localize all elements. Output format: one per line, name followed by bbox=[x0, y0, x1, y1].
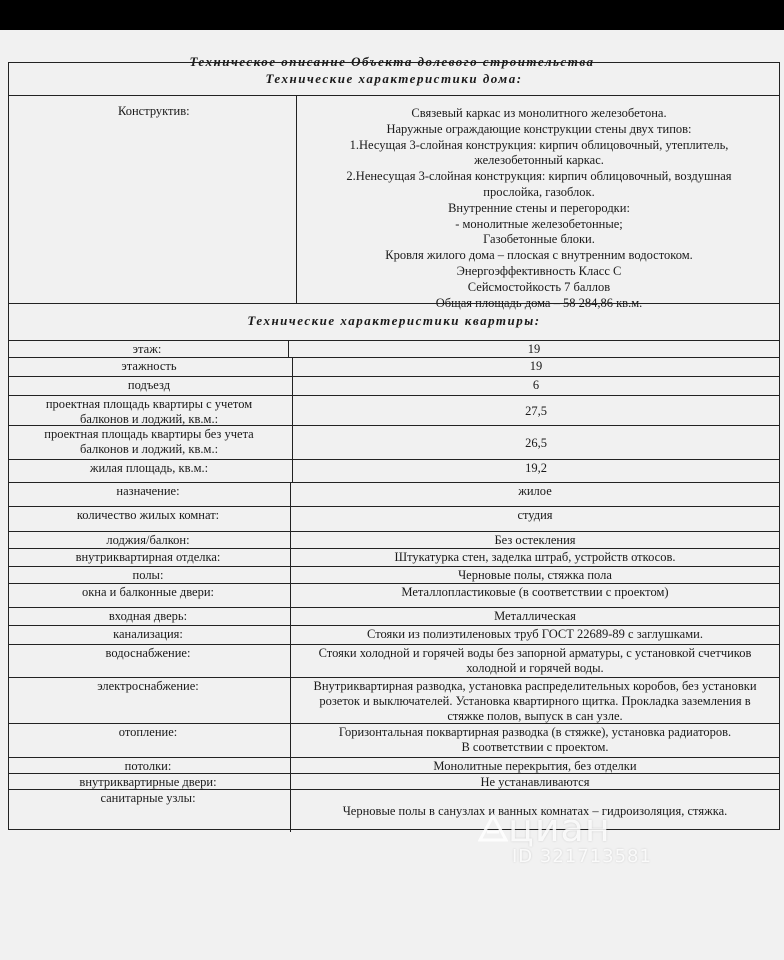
value-line: Черновые полы, стяжка пола bbox=[458, 568, 612, 582]
value-line: Без остекления bbox=[494, 533, 576, 547]
value-line: жилое bbox=[518, 484, 552, 498]
apartment-section-title: Технические характеристики квартиры: bbox=[247, 313, 541, 328]
row-divider bbox=[8, 482, 780, 483]
value-line: Штукатурка стен, заделка штраб, устройств откосов. bbox=[394, 550, 676, 564]
characteristic-value bbox=[294, 627, 776, 642]
characteristic-value bbox=[294, 508, 776, 523]
column-divider bbox=[290, 625, 291, 644]
label-line: проектная площадь квартиры с учетом bbox=[45, 397, 253, 411]
row-divider bbox=[8, 757, 780, 758]
row-divider bbox=[8, 459, 780, 460]
top-black-bar bbox=[0, 0, 784, 30]
construction-line: Наружные ограждающие конструкции стены двух типов: bbox=[386, 121, 692, 136]
row-divider bbox=[8, 531, 780, 532]
column-divider bbox=[290, 723, 291, 757]
label-line: балконов и лоджий, кв.м.: bbox=[79, 442, 219, 456]
label-line: внутриквартирная отделка: bbox=[75, 550, 221, 564]
label-line: водоснабжение: bbox=[105, 646, 191, 660]
value-line: Металлопластиковые (в соответствии с проектом) bbox=[401, 585, 669, 599]
column-divider bbox=[290, 757, 291, 773]
construction-line: прослойка, газоблок. bbox=[483, 184, 595, 199]
construction-line: Внутренние стены и перегородки: bbox=[448, 200, 630, 215]
row-divider bbox=[8, 677, 780, 678]
characteristic-label bbox=[10, 791, 286, 806]
characteristic-label bbox=[10, 359, 288, 374]
characteristic-value bbox=[294, 484, 776, 499]
column-divider bbox=[292, 357, 293, 376]
characteristic-label bbox=[10, 679, 286, 694]
characteristic-label bbox=[10, 759, 286, 774]
label-line: проектная площадь квартиры без учета bbox=[44, 427, 254, 441]
label-line: входная дверь: bbox=[108, 609, 188, 623]
characteristic-label bbox=[10, 646, 286, 661]
construction-label: Конструктив: bbox=[118, 104, 190, 118]
row-divider bbox=[8, 548, 780, 549]
label-line: балконов и лоджий, кв.м.: bbox=[79, 412, 219, 426]
value-line: Черновые полы в санузлах и ванных комнатах – гидроизоляция, стяжка. bbox=[342, 804, 728, 818]
column-divider bbox=[290, 677, 291, 723]
value-line: Горизонтальная поквартирная разводка (в стяжке), установка радиаторов. bbox=[338, 725, 732, 739]
characteristic-label bbox=[10, 725, 286, 740]
value-line: холодной и горячей воды. bbox=[466, 661, 604, 675]
label-line: потолки: bbox=[124, 759, 172, 773]
characteristic-label bbox=[10, 550, 286, 565]
characteristic-value bbox=[294, 568, 776, 583]
construction-line: железобетонный каркас. bbox=[474, 153, 604, 168]
label-line: этаж: bbox=[132, 342, 162, 356]
label-line: подъезд bbox=[127, 378, 171, 392]
characteristic-value bbox=[296, 436, 776, 451]
value-line: 19 bbox=[527, 342, 541, 356]
watermark-listing-id: ID 321713581 bbox=[512, 846, 652, 867]
construction-line: Сейсмостойкость 7 баллов bbox=[467, 279, 611, 294]
value-line: Стояки из полиэтиленовых труб ГОСТ 22689-89 с заглушками. bbox=[367, 627, 703, 641]
label-line: полы: bbox=[132, 568, 164, 582]
value-line: Металлическая bbox=[494, 609, 576, 623]
construction-line: 2.Ненесущая 3-слойная конструкция: кирпич облицовочный, воздушная bbox=[346, 169, 732, 184]
column-divider bbox=[292, 425, 293, 459]
label-line: санитарные узлы: bbox=[100, 791, 196, 805]
characteristic-value bbox=[294, 759, 776, 774]
value-line: розеток и выключателей. Установка квартирного щитка. Прокладка заземления в bbox=[319, 694, 751, 708]
document-title: Техническое описание Объекта долевого строительства bbox=[189, 54, 595, 69]
row-divider bbox=[8, 583, 780, 584]
label-line: электроснабжение: bbox=[97, 679, 199, 693]
characteristic-label bbox=[10, 508, 286, 523]
construction-line: Газобетонные блоки. bbox=[483, 232, 595, 247]
characteristic-value bbox=[296, 359, 776, 374]
characteristic-label bbox=[10, 427, 288, 457]
characteristic-value bbox=[292, 342, 776, 357]
value-line: 26,5 bbox=[525, 436, 547, 450]
label-line: назначение: bbox=[116, 484, 180, 498]
value-line: Не устанавливаются bbox=[480, 775, 590, 789]
row-divider bbox=[8, 395, 780, 396]
divider bbox=[8, 95, 780, 96]
characteristic-value bbox=[294, 585, 776, 600]
characteristic-value bbox=[296, 378, 776, 393]
characteristic-value bbox=[294, 550, 776, 565]
characteristic-label bbox=[10, 461, 288, 476]
characteristic-value bbox=[294, 679, 776, 724]
characteristic-value bbox=[294, 725, 776, 755]
characteristic-label bbox=[10, 484, 286, 499]
divider bbox=[8, 303, 780, 304]
characteristic-value bbox=[296, 461, 776, 476]
label-line: лоджия/балкон: bbox=[106, 533, 190, 547]
characteristic-value bbox=[294, 775, 776, 790]
construction-line: 1.Несущая 3-слойная конструкция: кирпич облицовочный, утеплитель, bbox=[349, 137, 729, 152]
characteristic-label bbox=[10, 568, 286, 583]
characteristic-label bbox=[10, 533, 286, 548]
divider bbox=[8, 340, 780, 341]
column-divider bbox=[290, 548, 291, 566]
value-line: стяжке полов, выпуск в сан узле. bbox=[447, 709, 623, 723]
row-divider bbox=[8, 625, 780, 626]
characteristic-label bbox=[10, 775, 286, 790]
row-divider bbox=[8, 506, 780, 507]
row-divider bbox=[8, 607, 780, 608]
column-divider bbox=[290, 607, 291, 625]
house-section-title: Технические характеристики дома: bbox=[265, 71, 523, 86]
divider bbox=[296, 95, 297, 303]
characteristic-value bbox=[294, 609, 776, 624]
value-line: студия bbox=[517, 508, 553, 522]
construction-line: Кровля жилого дома – плоская с внутренним водостоком. bbox=[385, 248, 693, 263]
characteristic-value bbox=[296, 404, 776, 419]
characteristic-label bbox=[10, 342, 284, 357]
column-divider bbox=[290, 644, 291, 677]
column-divider bbox=[290, 583, 291, 607]
column-divider bbox=[290, 506, 291, 531]
construction-line: Связевый каркас из монолитного железобетона. bbox=[411, 106, 667, 120]
column-divider bbox=[290, 482, 291, 506]
characteristic-value bbox=[294, 533, 776, 548]
column-divider bbox=[292, 376, 293, 395]
construction-line: Энергоэффективность Класс С bbox=[456, 263, 622, 278]
characteristic-label bbox=[10, 585, 286, 600]
row-divider bbox=[8, 357, 780, 358]
cian-logo-icon bbox=[478, 812, 508, 842]
column-divider bbox=[288, 340, 289, 357]
value-line: 27,5 bbox=[525, 404, 547, 418]
watermark-brand: циан bbox=[508, 806, 611, 850]
label-line: окна и балконные двери: bbox=[81, 585, 215, 599]
characteristic-label bbox=[10, 609, 286, 624]
label-line: внутриквартирные двери: bbox=[79, 775, 217, 789]
value-line: 19,2 bbox=[525, 461, 547, 475]
value-line: 19 bbox=[529, 359, 543, 373]
value-line: Монолитные перекрытия, без отделки bbox=[433, 759, 637, 773]
column-divider bbox=[292, 395, 293, 425]
characteristic-label bbox=[10, 627, 286, 642]
label-line: канализация: bbox=[113, 627, 183, 641]
column-divider bbox=[290, 789, 291, 832]
value-line: Стояки холодной и горячей воды без запорной арматуры, с установкой счетчиков bbox=[318, 646, 752, 660]
characteristic-value bbox=[294, 646, 776, 676]
value-line: Внутриквартирная разводка, установка распределительных коробов, без установки bbox=[313, 679, 757, 693]
label-line: отопление: bbox=[118, 725, 178, 739]
label-line: жилая площадь, кв.м.: bbox=[89, 461, 209, 475]
column-divider bbox=[290, 531, 291, 548]
label-line: количество жилых комнат: bbox=[76, 508, 220, 522]
label-line: этажность bbox=[121, 359, 177, 373]
row-divider bbox=[8, 644, 780, 645]
column-divider bbox=[290, 566, 291, 583]
value-line: В соответствии с проектом. bbox=[461, 740, 609, 754]
column-divider bbox=[290, 773, 291, 789]
column-divider bbox=[292, 459, 293, 482]
construction-line: Общая площадь дома – 58 284,86 кв.м. bbox=[435, 295, 643, 310]
characteristic-label bbox=[10, 397, 288, 427]
row-divider bbox=[8, 376, 780, 377]
construction-description bbox=[300, 106, 778, 311]
characteristic-label bbox=[10, 378, 288, 393]
value-line: 6 bbox=[532, 378, 540, 392]
row-divider bbox=[8, 566, 780, 567]
construction-line: - монолитные железобетонные; bbox=[455, 216, 623, 231]
